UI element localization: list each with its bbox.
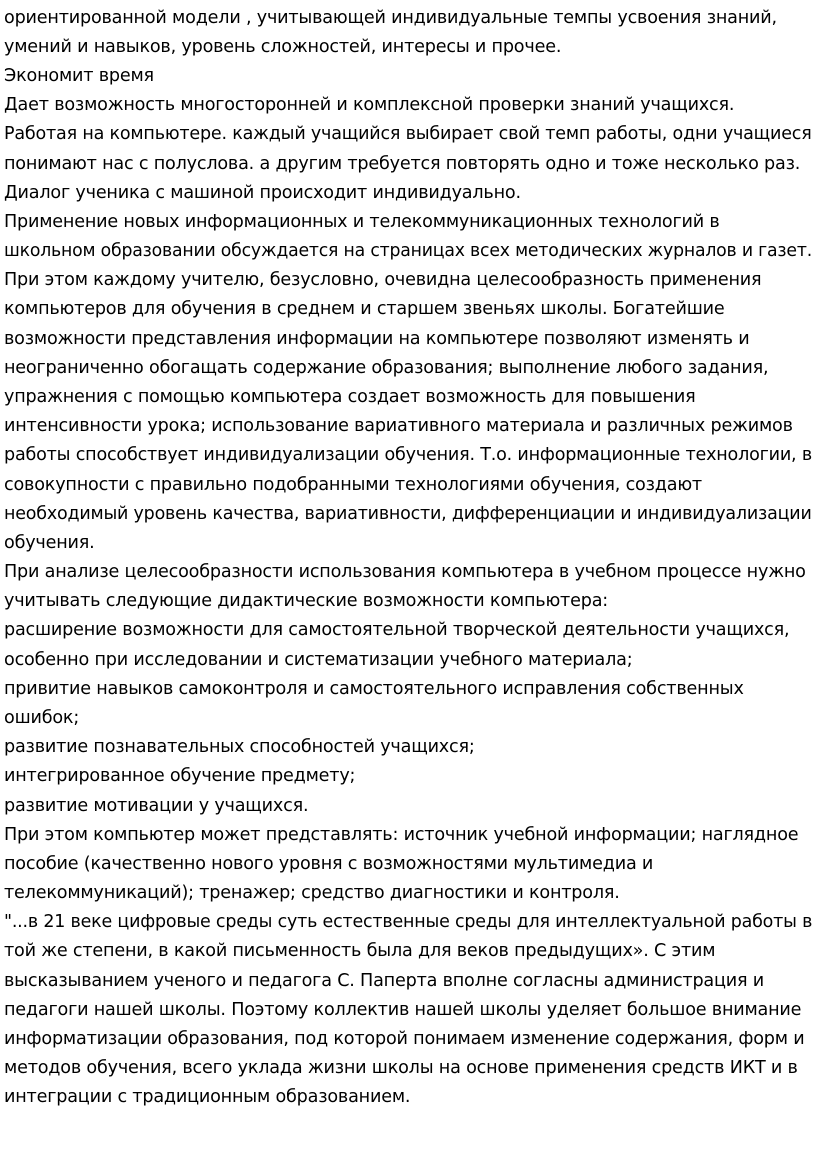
text-line: интеграции с традиционным образованием. [4, 1087, 411, 1107]
text-line: интегрированное обучение предмету; [4, 766, 356, 786]
text-line: той же степени, в какой письменность была для веков предыдущих». С этим [4, 941, 716, 961]
text-line: Экономит время [4, 66, 154, 86]
text-line: совокупности с правильно подобранными технологиями обучения, создают [4, 475, 702, 495]
text-line: понимают нас с полуслова. а другим требуется повторять одно и тоже несколько раз. [4, 154, 801, 174]
text-line: телекоммуникаций); тренажер; средство диагностики и контроля. [4, 883, 620, 903]
text-line: компьютеров для обучения в среднем и старшем звеньях школы. Богатейшие [4, 299, 725, 319]
text-line: Применение новых информационных и телекоммуникационных технологий в [4, 212, 720, 232]
text-line: При этом компьютер может представлять: источник учебной информации; наглядное [4, 825, 799, 845]
text-line: методов обучения, всего уклада жизни школы на основе применения средств ИКТ и в [4, 1058, 798, 1078]
text-line: работы способствует индивидуализации обучения. Т.о. информационные технологии, в [4, 445, 812, 465]
text-line: информатизации образования, под которой понимаем изменение содержания, форм и [4, 1029, 805, 1049]
text-line: умений и навыков, уровень сложностей, интересы и прочее. [4, 37, 562, 57]
text-line: неограниченно обогащать содержание образования; выполнение любого задания, [4, 358, 769, 378]
text-line: упражнения с помощью компьютера создает возможность для повышения [4, 387, 696, 407]
text-line: школьном образовании обсуждается на страницах всех методических журналов и газет. [4, 241, 812, 261]
text-line: расширение возможности для самостоятельной творческой деятельности учащихся, [4, 620, 790, 640]
text-line: При анализе целесообразности использования компьютера в учебном процессе нужно [4, 562, 806, 582]
text-line: обучения. [4, 533, 95, 553]
text-line: привитие навыков самоконтроля и самостоятельного исправления собственных [4, 679, 744, 699]
text-line: При этом каждому учителю, безусловно, очевидна целесообразность применения [4, 270, 762, 290]
text-line: ориентированной модели , учитывающей индивидуальные темпы усвоения знаний, [4, 8, 777, 28]
text-line: возможности представления информации на компьютере позволяют изменять и [4, 329, 750, 349]
text-line: интенсивности урока; использование вариативного материала и различных режимов [4, 416, 793, 436]
text-line: пособие (качественно нового уровня с возможностями мультимедиа и [4, 854, 654, 874]
text-line: развитие мотивации у учащихся. [4, 796, 309, 816]
text-line: высказыванием ученого и педагога С. Паперта вполне согласны администрация и [4, 971, 765, 991]
text-line: особенно при исследовании и систематизации учебного материала; [4, 650, 633, 670]
text-line: ошибок; [4, 708, 80, 728]
text-line: педагоги нашей школы. Поэтому коллектив нашей школы уделяет большое внимание [4, 1000, 802, 1020]
text-line: "...в 21 веке цифровые среды суть естественные среды для интеллектуальной работы в [4, 912, 813, 932]
text-line: Диалог ученика с машиной происходит индивидуально. [4, 183, 521, 203]
text-line: развитие познавательных способностей учащихся; [4, 737, 475, 757]
text-line: Дает возможность многосторонней и комплексной проверки знаний учащихся. [4, 95, 735, 115]
text-line: учитывать следующие дидактические возможности компьютера: [4, 591, 609, 611]
text-line: Работая на компьютере. каждый учащийся выбирает свой темп работы, одни учащиеся [4, 124, 812, 144]
text-line: необходимый уровень качества, вариативности, дифференциации и индивидуализации [4, 504, 812, 524]
